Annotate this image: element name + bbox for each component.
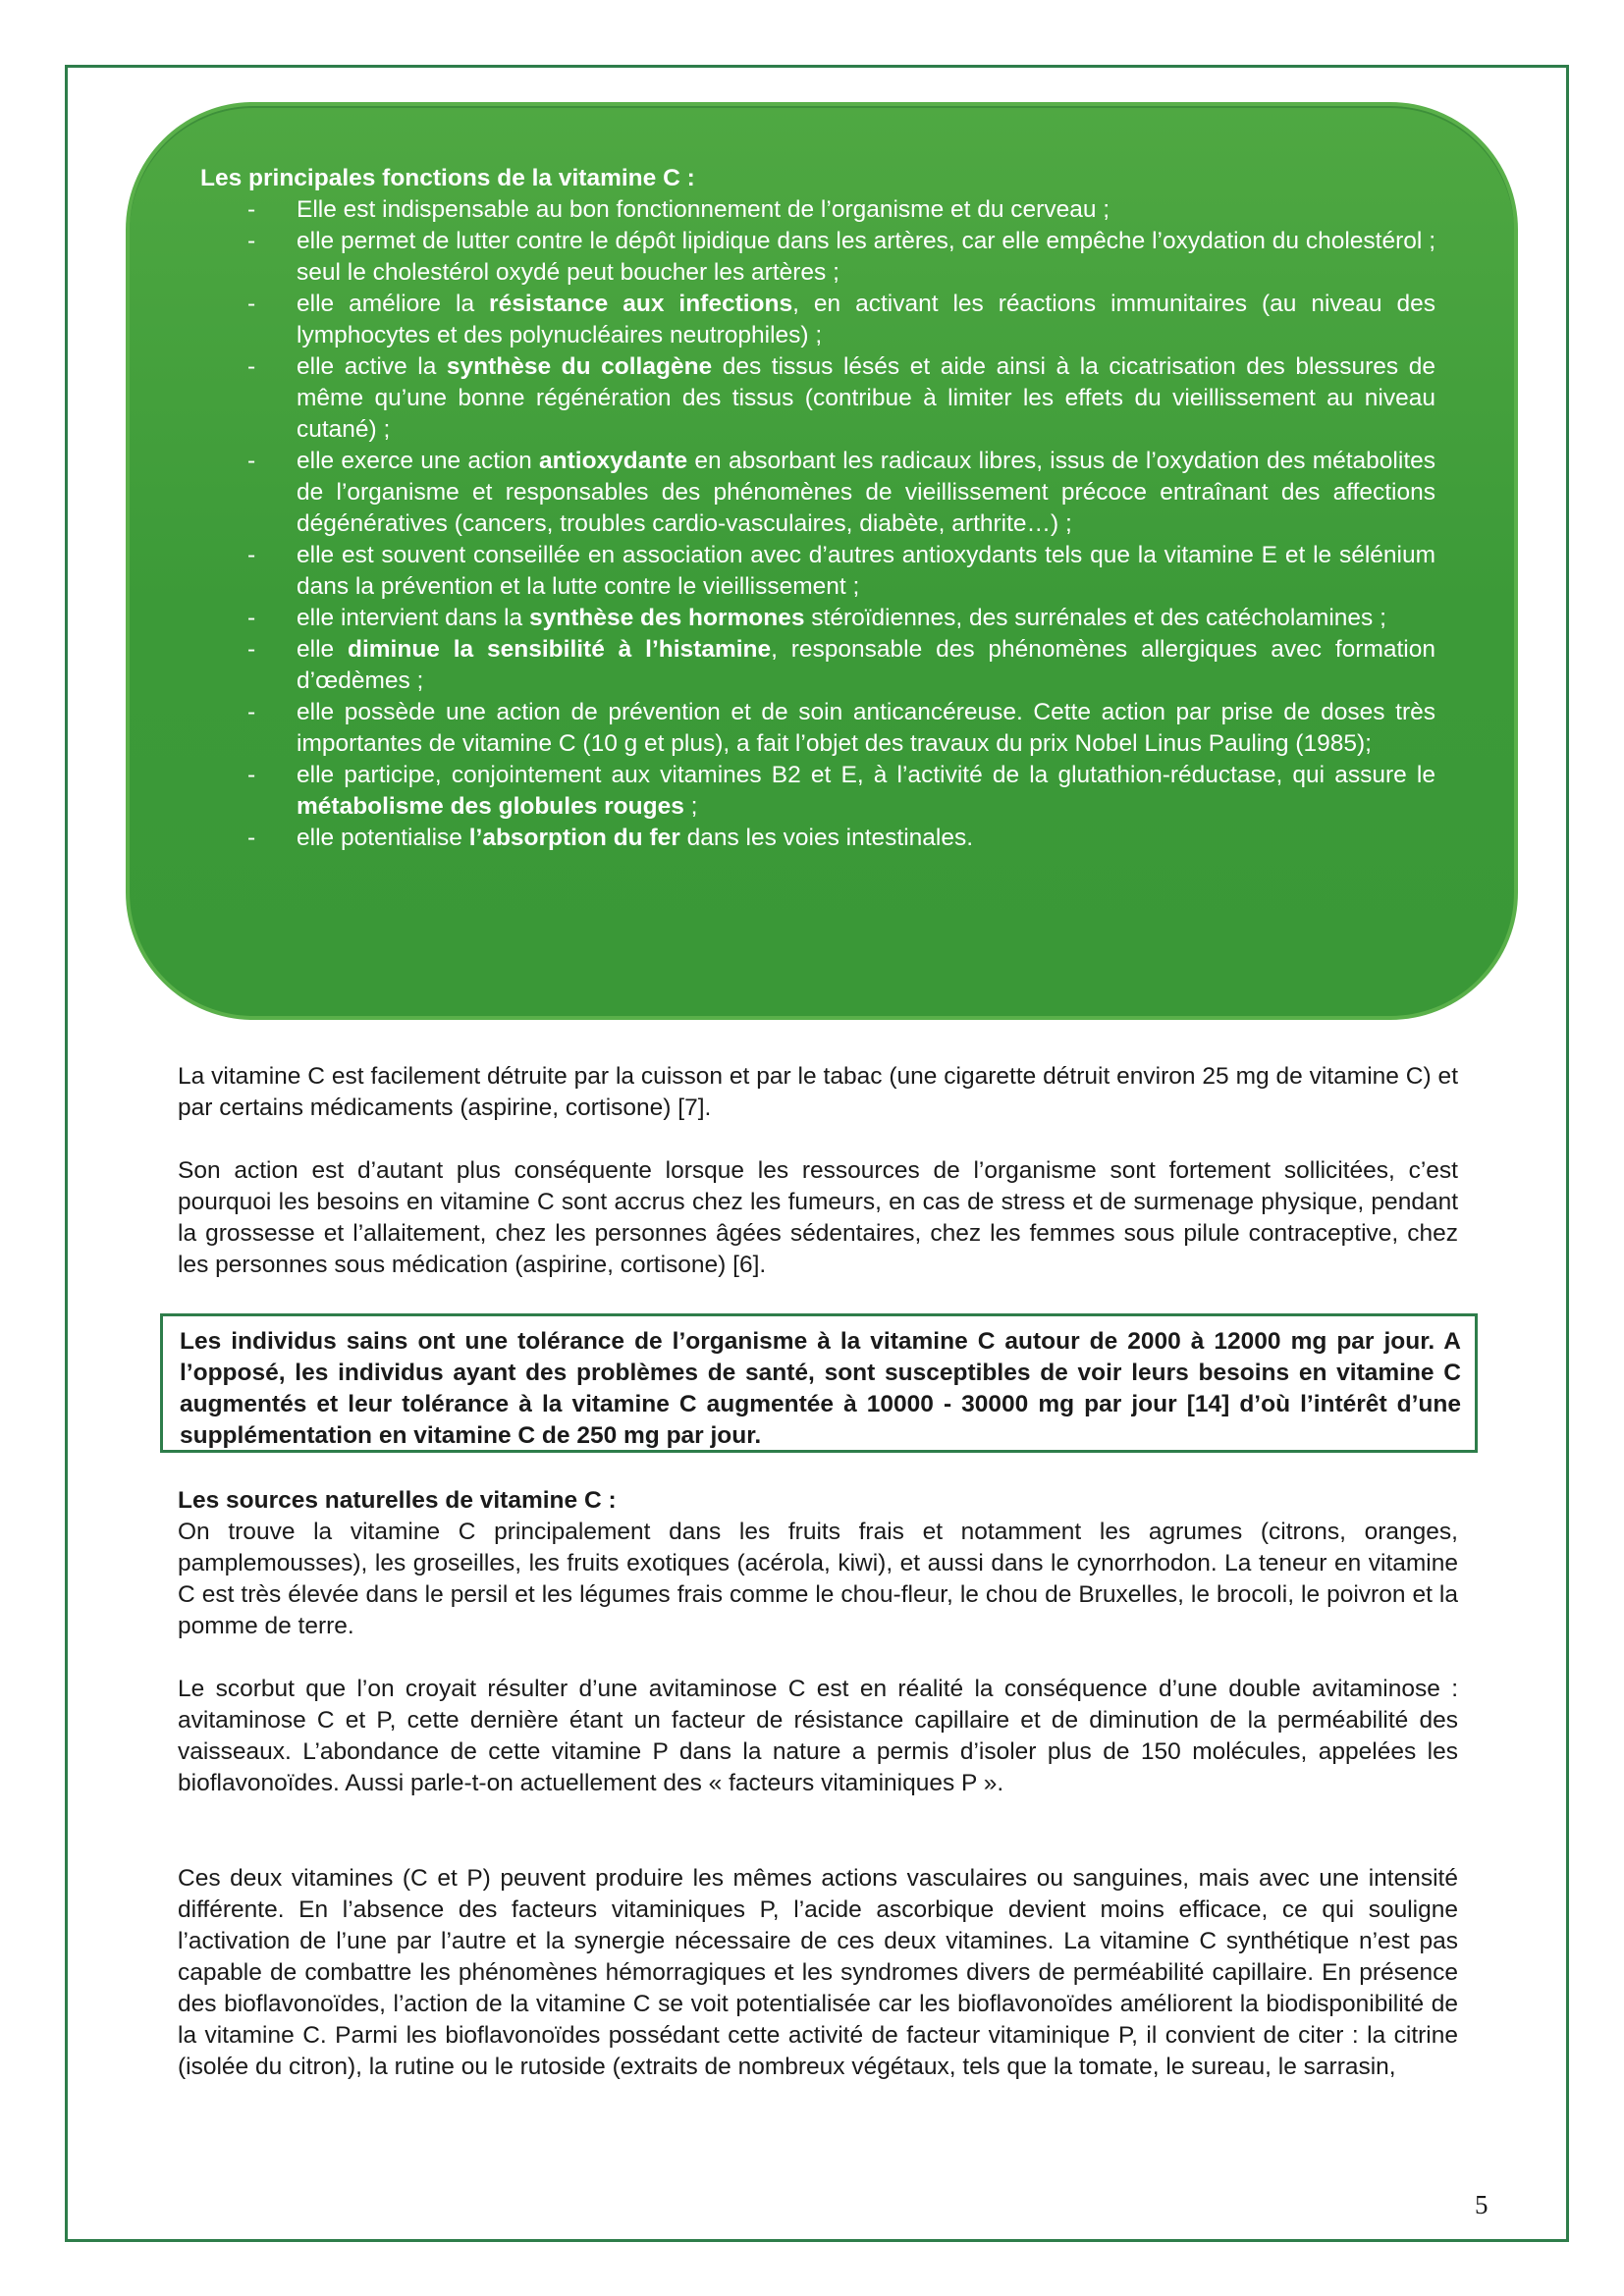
item-text: en absorbant les radicaux libres, issus de l’oxydation des métabolites de l’organisme et responsables des phénomènes de vieillissement précoce entraînant des affections dégénératives (cancers, troubles cardio-vasculaires, diabète, arthrite…) ; [297, 448, 1436, 537]
functions-list [198, 194, 1435, 854]
item-text: elle permet de lutter contre le dépôt lipidique dans les artères, car elle empêche l’oxydation du cholestérol ; seul le cholestérol oxydé peut boucher les artères ; [297, 228, 1435, 286]
paragraph-needs: Son action est d’autant plus conséquente lorsque les ressources de l’organisme sont fortement sollicitées, c’est pourquoi les besoins en vitamine C sont accrus chez les fumeurs, en cas de stress et de surmenage physique, pendant la grossesse et l’allaitement, chez les personnes âgées sédentaires, chez les femmes sous pilule contraceptive, chez les personnes sous médication (aspirine, cortisone) [6]. [178, 1157, 1458, 1278]
bullet-dash: - [247, 605, 256, 631]
item-text: , en activant les réactions immunitaires (au niveau des lymphocytes et des polynucléaires neutrophiles) ; [297, 291, 1435, 348]
page-number: 5 [1475, 2190, 1489, 2219]
function-item [198, 760, 1435, 823]
function-item [198, 226, 1435, 289]
item-text: , responsable des phénomènes allergiques avec formation d’œdèmes ; [297, 636, 1435, 694]
bullet-dash: - [247, 291, 256, 317]
item-emphasis: diminue la sensibilité à l’histamine [347, 636, 772, 663]
bullet-dash: - [247, 636, 256, 663]
item-text: elle participe, conjointement aux vitamines B2 et E, à l’activité de la glutathion-réductase, qui assure le [297, 762, 1435, 788]
function-item [198, 446, 1435, 540]
item-emphasis: synthèse des hormones [528, 605, 805, 631]
function-item [198, 289, 1435, 351]
item-emphasis: antioxydante [539, 448, 688, 474]
item-text: elle [297, 636, 348, 663]
functions-box [126, 102, 1518, 1020]
item-emphasis: résistance aux infections [489, 291, 793, 317]
item-text: dans les voies intestinales. [679, 825, 974, 851]
function-item [198, 194, 1435, 226]
bullet-dash: - [247, 448, 256, 474]
item-text: elle possède une action de prévention et de soin anticancéreuse. Cette action par prise de doses très importantes de vitamine C (10 g et plus), a fait l’objet des travaux du prix Nobel Linus Pauling (1985); [297, 699, 1435, 757]
function-item [198, 634, 1435, 697]
functions-title: Les principales fonctions de la vitamine C : [200, 165, 695, 191]
item-text: elle intervient dans la [297, 605, 529, 631]
item-text: stéroïdiennes, des surrénales et des catécholamines ; [804, 605, 1386, 631]
function-item [198, 823, 1435, 854]
item-emphasis: métabolisme des globules rouges [297, 793, 684, 820]
item-text: elle potentialise [297, 825, 469, 851]
bullet-dash: - [247, 762, 256, 788]
paragraph-sources: On trouve la vitamine C principalement dans les fruits frais et notamment les agrumes (citrons, oranges, pamplemousses), les groseilles, les fruits exotiques (acérola, kiwi), et aussi dans le cynorrhodon. La teneur en vitamine C est très élevée dans le persil et les légumes frais comme le chou-fleur, le chou de Bruxelles, le brocoli, le poivron et la pomme de terre. [178, 1519, 1458, 1639]
bullet-dash: - [247, 699, 256, 725]
item-text: ; [683, 793, 698, 820]
function-item [198, 603, 1435, 634]
function-item [198, 697, 1435, 760]
bullet-dash: - [247, 228, 256, 254]
paragraph-vitamins-c-p: Ces deux vitamines (C et P) peuvent produire les mêmes actions vasculaires ou sanguines, mais avec une intensité différente. En l’absence des facteurs vitaminiques P, l’acide ascorbique devient moins efficace, ce qui souligne l’activation de l’une par l’autre et la synergie nécessaire de ces deux vitamines. La vitamine C synthétique n’est pas capable de combattre les phénomènes hémorragiques et les syndromes divers de perméabilité capillaire. En présence des bioflavonoïdes, l’action de la vitamine C se voit potentialisée car les bioflavonoïdes améliorent la biodisponibilité de la vitamine C. Parmi les bioflavonoïdes possédant cette activité de facteur vitaminique P, il convient de citer : la citrine (isolée du citron), la rutine ou le rutoside (extraits de nombreux végétaux, tels que la tomate, le sureau, le sarrasin, [178, 1865, 1458, 2080]
item-emphasis: synthèse du collagène [446, 353, 713, 380]
item-text: elle est souvent conseillée en association avec d’autres antioxydants tels que la vitamine E et le sélénium dans la prévention et la lutte contre le vieillissement ; [297, 542, 1435, 600]
bullet-dash: - [247, 542, 256, 568]
paragraph-scurvy: Le scorbut que l’on croyait résulter d’une avitaminose C est en réalité la conséquence d’une double avitaminose : avitaminose C et P, cette dernière étant un facteur de résistance capillaire et de diminution de la perméabilité des vaisseaux. L’abondance de cette vitamine P dans la nature a permis d’isoler plus de 150 molécules, appelées les bioflavonoïdes. Aussi parle-t-on actuellement des « facteurs vitaminiques P ». [178, 1676, 1458, 1796]
function-item [198, 351, 1435, 446]
paragraph-destruction: La vitamine C est facilement détruite par la cuisson et par le tabac (une cigarette détruit environ 25 mg de vitamine C) et par certains médicaments (aspirine, cortisone) [7]. [178, 1063, 1458, 1121]
bullet-dash: - [247, 353, 256, 380]
tolerance-callout: Les individus sains ont une tolérance de l’organisme à la vitamine C autour de 2000 à 12000 mg par jour. A l’opposé, les individus ayant des problèmes de santé, sont susceptibles de voir leurs besoins en vitamine C augmentés et leur tolérance à la vitamine C augmentée à 10000 - 30000 mg par jour [14] d’où l’intérêt d’une supplémentation en vitamine C de 250 mg par jour. [160, 1313, 1478, 1453]
item-text: des tissus lésés et aide ainsi à la cicatrisation des blessures de même qu’une bonne régénération des tissus (contribue à limiter les effets du vieillissement au niveau cutané) ; [297, 353, 1435, 443]
function-item [198, 540, 1435, 603]
item-emphasis: l’absorption du fer [468, 825, 680, 851]
sources-heading: Les sources naturelles de vitamine C : [178, 1487, 617, 1514]
bullet-dash: - [247, 825, 256, 851]
item-text: Elle est indispensable au bon fonctionnement de l’organisme et du cerveau ; [297, 196, 1110, 223]
bullet-dash: - [247, 196, 256, 223]
item-text: elle active la [297, 353, 447, 380]
item-text: elle exerce une action [297, 448, 540, 474]
item-text: elle améliore la [297, 291, 490, 317]
